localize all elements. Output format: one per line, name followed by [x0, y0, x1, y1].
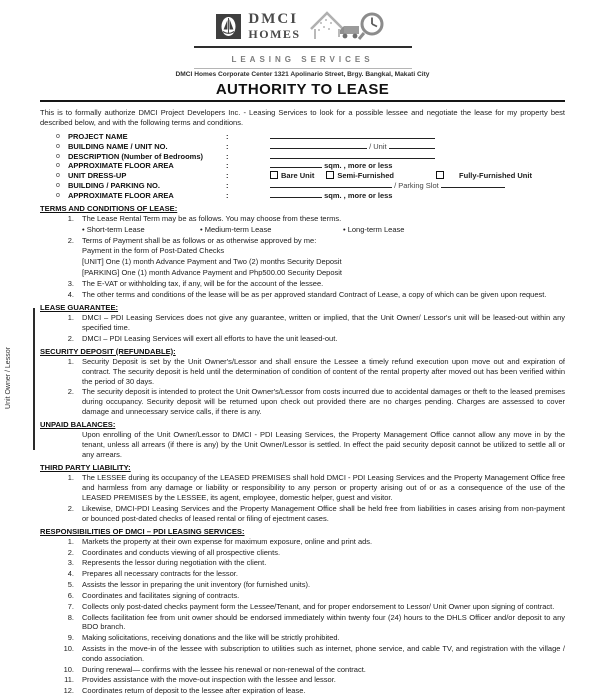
- colon: :: [226, 171, 229, 181]
- item-text: The E-VAT or withholding tax, if any, will be for the account of the lessee.: [82, 278, 324, 288]
- item-number: 11.: [64, 675, 74, 685]
- third-party-liability-heading: THIRD PARTY LIABILITY:: [40, 463, 131, 473]
- item-text: Markets the property at their own expense for maximum exposure, online and print ads.: [82, 536, 373, 546]
- item-text: Terms of Payment shall be as follows or as otherwise approved by me:: [82, 235, 317, 245]
- brand-dmci: DMCI: [248, 11, 299, 27]
- item-text: Collects only post-dated checks payment form the Lessee/Tenant, and for proper endorsement to Lessor/ Unit Owner upon signing of contract.: [82, 601, 555, 611]
- house-truck-clock-icon: [307, 7, 389, 45]
- item-number: 2.: [67, 333, 74, 343]
- item-number: 2.: [67, 387, 74, 397]
- intro-paragraph: This is to formally authorize DMCI Project Developers Inc. - Leasing Services to look for a possible lessee and negotiate the lease for my property best described below, and with the following terms and conditions.: [40, 108, 565, 127]
- sqm-suffix: sqm. , more or less: [324, 190, 393, 200]
- responsibility-item: [40, 686, 565, 696]
- item-number: 5.: [67, 580, 74, 590]
- short-term-option: • Short-term Lease: [82, 224, 145, 234]
- liability-item-1: [40, 473, 565, 502]
- item-number: 8.: [67, 612, 74, 622]
- leasing-services-label: LEASING SERVICES: [231, 55, 374, 64]
- form-row-floor-area-unit: [40, 161, 565, 171]
- item-text: Assists the lessor in preparing the unit inventory (for furnished units).: [82, 580, 311, 590]
- margin-vertical-rule: [33, 308, 35, 450]
- parking-building-field[interactable]: [270, 181, 392, 188]
- guarantee-item-1: [40, 313, 565, 333]
- item-number: 2.: [67, 547, 74, 557]
- item-text: The security deposit is intended to protect the Unit Owner's/Lessor from costs incurred due to accidental damages or theft to the leased premises during occupancy. Security deposit will be returned upon check out provided there are no charges pending. Charges are assessed to cover damage and unnecessary service calls, if there is any.: [82, 387, 565, 417]
- item-number: 3.: [67, 558, 74, 568]
- item-number: 4.: [67, 569, 74, 579]
- property-form: [40, 132, 565, 201]
- item-text: Coordinates and facilitates signing of contracts.: [82, 590, 240, 600]
- security-item-1: [40, 357, 565, 386]
- unit-no-field[interactable]: [389, 142, 435, 149]
- colon: :: [226, 141, 229, 151]
- item-text: Represents the lessor during negotiation with the client.: [82, 558, 267, 568]
- item-number: 3.: [67, 278, 74, 288]
- item-text: Collects facilitation fee from unit owner should be endorsed immediately within twenty four (24) hours to the DHLS Officer and/or deposit to any BDO branch.: [82, 612, 565, 632]
- item-number: 2.: [67, 503, 74, 513]
- item-number: 1.: [67, 313, 74, 323]
- colon: :: [226, 161, 229, 171]
- row-bullet: o: [56, 191, 60, 199]
- responsibility-item: [40, 644, 565, 664]
- item-text: Coordinates return of deposit to the lessee after expiration of lease.: [82, 686, 306, 696]
- item-text: The Lease Rental Term may be as follows. You may choose from these terms.: [82, 214, 342, 224]
- form-row-project-name: [40, 132, 565, 142]
- item-text: Likewise, DMCI-PDI Leasing Services and the Property Management Office shall be held free from liabilities in cases arising from non-payment or bounced post-dated checks of leased rental or filing of ejectment cases.: [82, 503, 565, 523]
- colon: :: [226, 190, 229, 200]
- row-bullet: o: [56, 172, 60, 180]
- unit-prefix: / Unit: [369, 141, 387, 151]
- item-number: 4.: [67, 289, 74, 299]
- title-divider: [40, 100, 565, 102]
- liability-item-2: [40, 504, 565, 524]
- responsibility-item: [40, 548, 565, 558]
- responsibility-item: [40, 602, 565, 612]
- security-deposit-heading: SECURITY DEPOSIT (REFUNDABLE):: [40, 346, 176, 356]
- leasing-services-banner: [194, 46, 412, 69]
- item-number: 1.: [67, 473, 74, 483]
- terms-item-4: [40, 290, 565, 300]
- page-title: AUTHORITY TO LEASE: [215, 81, 390, 98]
- dmci-emblem-icon: [216, 13, 242, 39]
- responsibility-item: [40, 675, 565, 685]
- guarantee-heading: LEASE GUARANTEE:: [40, 303, 119, 313]
- item-number: 10.: [63, 664, 74, 674]
- terms-item-3: [40, 279, 565, 289]
- floor-area2-label: APPROXIMATE FLOOR AREA: [68, 190, 174, 200]
- payment-line-2: [UNIT] One (1) month Advance Payment and Two (2) months Security Deposit: [82, 257, 342, 267]
- item-number: 7.: [67, 601, 74, 611]
- item-text: Coordinates and conducts viewing of all prospective clients.: [82, 547, 281, 557]
- unpaid-balances-heading: UNPAID BALANCES:: [40, 420, 116, 430]
- item-text: The other terms and conditions of the lease will be as per approved standard Contract of Lease, a copy of which can be given upon request.: [82, 289, 547, 299]
- building-unit-label: BUILDING NAME / UNIT NO.: [68, 141, 168, 151]
- payment-line-3: [PARKING] One (1) month Advance Payment and Php500.00 Security Deposit: [82, 268, 342, 278]
- item-number: 12.: [63, 686, 74, 696]
- semi-furnished-checkbox[interactable]: [326, 171, 334, 179]
- bare-unit-label: Bare Unit: [281, 171, 315, 181]
- semi-furnished-label: Semi-Furnished: [337, 171, 395, 181]
- form-row-building-unit: [40, 142, 565, 152]
- terms-item-2: [40, 236, 565, 246]
- item-text: The LESSEE during its occupancy of the LEASED PREMISES shall hold DMCI - PDI Leasing Services and the Property Management Office free and harmless from any damage or liability or responsibility to any person or property arising out of or as a consequence of the use of the LEASED PREMISES by the LESSEE, its agent, employee, domestic helper, guest and visitor.: [82, 473, 565, 502]
- floor-area-field[interactable]: [270, 161, 322, 168]
- item-number: 9.: [67, 633, 74, 643]
- item-number: 1.: [67, 536, 74, 546]
- item-text: Making solicitations, receiving donations and the like will be strictly prohibited.: [82, 633, 340, 643]
- row-bullet: o: [56, 142, 60, 150]
- parking-slot-prefix: / Parking Slot: [394, 180, 439, 190]
- item-text: Prepares all necessary contracts for the lessor.: [82, 569, 238, 579]
- floor-area2-field[interactable]: [270, 191, 322, 198]
- description-label: DESCRIPTION (Number of Bedrooms): [68, 151, 204, 161]
- row-bullet: o: [56, 132, 60, 140]
- fully-furnished-checkbox[interactable]: [436, 171, 444, 179]
- colon: :: [226, 180, 229, 190]
- responsibilities-heading: RESPONSIBILITIES OF DMCI – PDI LEASING SERVICES:: [40, 526, 245, 536]
- row-bullet: o: [56, 181, 60, 189]
- building-parking-label: BUILDING / PARKING NO.: [68, 180, 160, 190]
- row-bullet: o: [56, 162, 60, 170]
- form-row-description: [40, 152, 565, 162]
- form-row-building-parking: [40, 181, 565, 191]
- unit-owner-lessor-vertical-label: Unit Owner / Lessor: [5, 347, 12, 409]
- brand-wordmark: [248, 12, 300, 40]
- responsibility-item: [40, 613, 565, 633]
- bare-unit-checkbox[interactable]: [270, 171, 278, 179]
- terms-heading: TERMS AND CONDITIONS OF LEASE:: [40, 204, 178, 214]
- unpaid-balances-paragraph: Upon enrolling of the Unit Owner/Lessor to DMCI - PDI Leasing Services, the Property Management Office cannot allow any move in by the tenant, unless all arrears (if there is any) by the Unit Owner/Lessor is settled. In effect the paid security deposit cannot be utilized to settle all or any arrears.: [82, 430, 565, 459]
- item-number: 1.: [67, 356, 74, 366]
- fully-furnished-label: Fully-Furnished Unit: [459, 171, 532, 181]
- responsibility-item: [40, 569, 565, 579]
- item-number: 10.: [63, 643, 74, 653]
- colon: :: [226, 131, 229, 141]
- floor-area-label: APPROXIMATE FLOOR AREA: [68, 161, 174, 171]
- row-bullet: o: [56, 152, 60, 160]
- guarantee-item-2: [40, 334, 565, 344]
- responsibility-item: [40, 558, 565, 568]
- item-text: Assists in the move-in of the lessee with subscription to utilities such as internet, phone service, and cable TV, and registration with the village / condo association.: [82, 643, 565, 663]
- long-term-option: • Long-term Lease: [343, 224, 405, 234]
- sqm-suffix: sqm. , more or less: [324, 161, 393, 171]
- terms-item-1: [40, 214, 565, 224]
- dmci-logo: [40, 6, 565, 46]
- responsibility-item: [40, 633, 565, 643]
- project-name-label: PROJECT NAME: [68, 131, 128, 141]
- medium-term-option: • Medium-term Lease: [200, 224, 272, 234]
- colon: :: [226, 151, 229, 161]
- responsibility-item: [40, 537, 565, 547]
- form-row-floor-area-parking: [40, 191, 565, 201]
- building-name-field[interactable]: [270, 142, 367, 149]
- lease-term-options: [82, 225, 565, 235]
- document-header: [40, 6, 565, 98]
- item-text: During renewal— confirms with the lessee his renewal or non-renewal of the contract.: [82, 664, 366, 674]
- item-text: DMCI – PDI Leasing Services does not give any guarantee, written or implied, that the Unit Owner/ Lessor's unit will be leased-out within any specified time.: [82, 313, 565, 332]
- company-address: DMCI Homes Corporate Center 1321 Apolinario Street, Brgy. Bangkal, Makati City: [175, 71, 430, 78]
- parking-slot-field[interactable]: [441, 181, 505, 188]
- payment-line-1: Payment in the form of Post-Dated Checks: [82, 246, 225, 256]
- responsibility-item: [40, 580, 565, 590]
- security-item-2: [40, 387, 565, 416]
- unit-dressup-label: UNIT DRESS-UP: [68, 171, 127, 181]
- form-row-unit-dressup: [40, 171, 565, 181]
- item-text: Security Deposit is set by the Unit Owner's/Lessor and shall ensure the Lessee a timely refund execution upon move out and expiration of contract. The security deposit is held until the determination of condition of content of the rental property after moved out has been verified within the period of 30 days.: [82, 356, 565, 386]
- item-number: 1.: [67, 214, 74, 224]
- responsibility-item: [40, 665, 565, 675]
- item-text: DMCI – PDI Leasing Services will exert all efforts to have the unit leased-out.: [82, 333, 338, 343]
- responsibility-item: [40, 591, 565, 601]
- item-number: 6.: [67, 590, 74, 600]
- item-number: 2.: [67, 235, 74, 245]
- item-text: Provides assistance with the move-out inspection with the lessee and lessor.: [82, 675, 336, 685]
- project-name-field[interactable]: [270, 132, 435, 139]
- brand-homes: HOMES: [248, 27, 301, 41]
- description-field[interactable]: [270, 152, 435, 159]
